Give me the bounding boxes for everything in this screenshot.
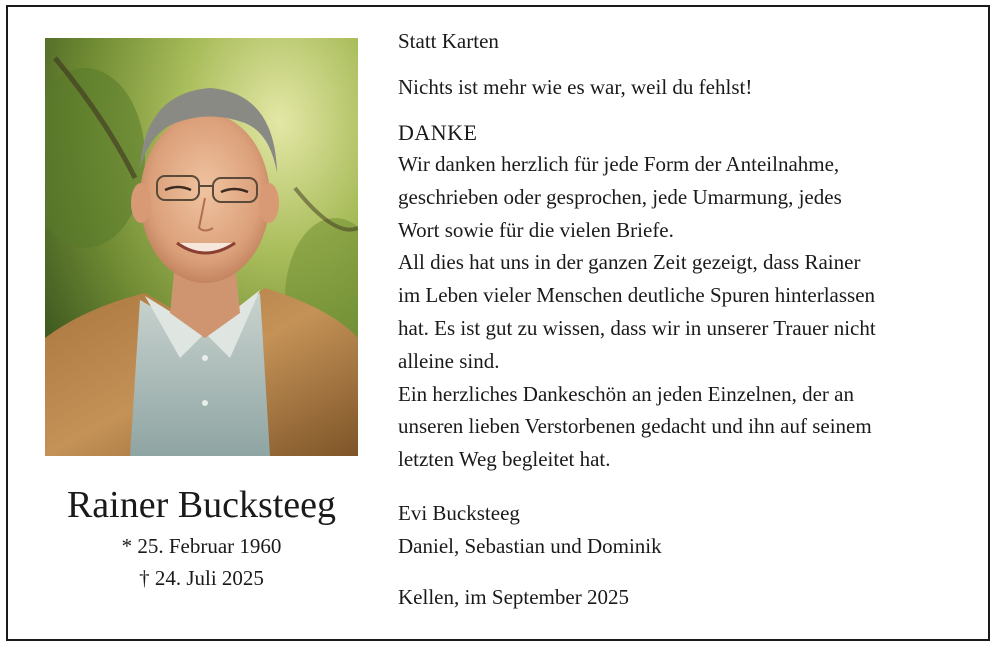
body-line: hat. Es ist gut zu wissen, dass wir in unserer Trauer nicht	[398, 315, 876, 340]
body-line: unseren lieben Verstorbenen gedacht und ihn auf seinem	[398, 414, 872, 439]
notice-text	[398, 26, 968, 612]
body-line: Wir danken herzlich für jede Form der Anteilnahme,	[398, 152, 840, 176]
body-line: geschrieben oder gesprochen, jede Umarmung, jedes	[398, 184, 842, 209]
body-line: All dies hat uns in der ganzen Zeit gezeigt, dass Rainer	[398, 250, 861, 275]
body-line: Wort sowie für die vielen Briefe.	[398, 217, 674, 242]
deceased-name: Rainer Bucksteeg	[66, 484, 337, 526]
notice-heading: DANKE	[398, 120, 478, 145]
signature-line: Daniel, Sebastian und Dominik	[398, 533, 662, 558]
deceased-info	[45, 480, 358, 594]
body-line: alleine sind.	[398, 348, 500, 373]
place-date: Kellen, im September 2025	[398, 584, 629, 609]
body-line: letzten Weg begleitet hat.	[398, 447, 611, 472]
body-line: im Leben vieler Menschen deutliche Spuren hinterlassen	[398, 283, 876, 308]
death-date: † 24. Juli 2025	[139, 566, 264, 590]
birth-date: * 25. Februar 1960	[121, 534, 282, 558]
notice-body	[398, 148, 968, 476]
portrait-photo-icon	[45, 38, 358, 456]
notice-motto: Nichts ist mehr wie es war, weil du fehlst!	[398, 75, 753, 99]
body-line: Ein herzliches Dankeschön an jeden Einzelnen, der an	[398, 381, 854, 406]
notice-intro: Statt Karten	[398, 29, 499, 53]
signature-line: Evi Bucksteeg	[398, 500, 520, 525]
signatures	[398, 497, 968, 563]
portrait-photo	[45, 38, 358, 456]
